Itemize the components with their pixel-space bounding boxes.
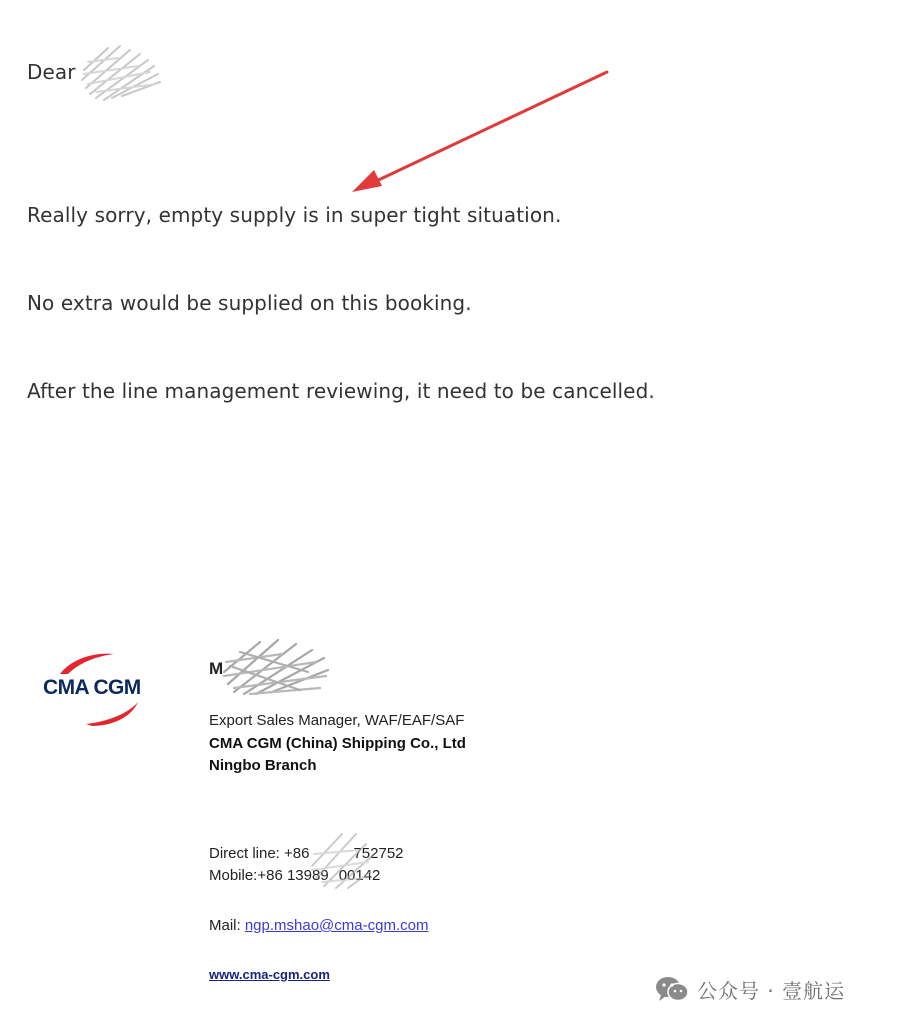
signature-branch: Ningbo Branch <box>209 757 317 774</box>
red-arrow-annotation <box>340 66 620 206</box>
mail-link[interactable]: ngp.mshao@cma-cgm.com <box>244 917 429 934</box>
paragraph-cancelled: After the line management reviewing, it need to be cancelled. <box>27 379 655 403</box>
direct-line-suffix: 752752 <box>353 845 404 862</box>
cma-cgm-logo <box>38 650 162 730</box>
paragraph-no-extra: No extra would be supplied on this booking. <box>27 291 472 315</box>
greeting-word: Dear <box>27 60 76 84</box>
redaction-scribble-name <box>220 632 332 698</box>
redaction-scribble-recipient <box>78 40 164 102</box>
greeting-text <box>27 60 76 84</box>
signature-title: Export Sales Manager, WAF/EAF/SAF <box>209 712 465 729</box>
signature-mail <box>209 917 428 934</box>
watermark <box>655 975 845 1003</box>
direct-line-prefix: Direct line: +86 <box>209 845 310 862</box>
redaction-scribble-phone <box>306 826 376 892</box>
mobile-suffix: 00142 <box>338 867 381 884</box>
mail-label: Mail: <box>209 917 245 934</box>
website-link[interactable]: www.cma-cgm.com <box>209 967 330 982</box>
watermark-text: 公众号 · 壹航运 <box>697 978 846 1003</box>
signature-name-initial: M <box>209 659 224 678</box>
wechat-icon <box>655 975 689 1003</box>
logo-wordmark: CMA CGM <box>43 676 141 699</box>
paragraph-empty-supply: Really sorry, empty supply is in super tight situation. <box>27 203 562 227</box>
signature-company: CMA CGM (China) Shipping Co., Ltd <box>209 735 466 752</box>
mobile-prefix: Mobile:+86 13989 <box>209 867 329 884</box>
